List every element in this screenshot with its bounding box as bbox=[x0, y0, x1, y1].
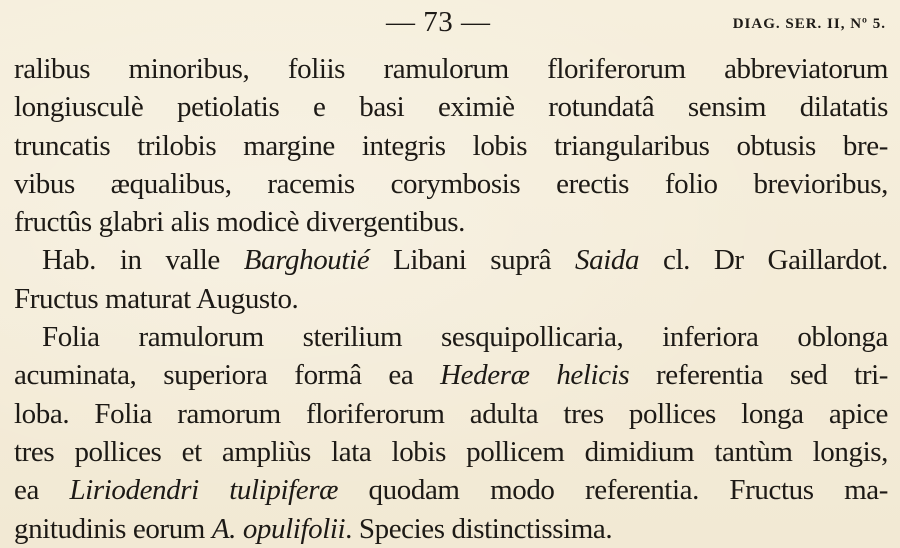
text-line: loba. Folia ramorum floriferorum adulta tres pollices longa apice bbox=[14, 397, 888, 430]
text-line: truncatis trilobis margine integris lobis triangularibus obtusis bre- bbox=[14, 129, 888, 162]
page-header bbox=[0, 6, 900, 46]
series-label: DIAG. SER. II, Nº 5. bbox=[732, 16, 886, 32]
text-line bbox=[14, 241, 888, 279]
text-line: Folia ramulorum sterilium sesquipollicaria, inferiora oblonga bbox=[42, 321, 888, 354]
text-line: tres pollices et ampliùs lata lobis pollicem dimidium tantùm longis, bbox=[14, 435, 888, 468]
text-run: quodam modo referentia. Fructus ma- bbox=[338, 474, 888, 507]
text-run: . Species distinctissima. bbox=[345, 512, 613, 545]
page-number: — 73 — bbox=[386, 6, 491, 38]
species-name-italic: Liriodendri tulipiferæ bbox=[69, 474, 339, 507]
text-line: fructûs glabri alis modicè divergentibus. bbox=[14, 206, 465, 239]
text-run: ea bbox=[14, 474, 70, 507]
text-run: acuminata, superiora formâ ea bbox=[14, 359, 441, 392]
paragraph-leaves bbox=[14, 318, 888, 548]
text-line bbox=[14, 471, 888, 509]
text-line: longiusculè petiolatis e basi eximiè rotundatâ sensim dilatatis bbox=[14, 91, 888, 124]
paragraph-description bbox=[14, 50, 888, 241]
text-line: ralibus minoribus, foliis ramulorum floriferorum abbreviatorum bbox=[14, 53, 888, 85]
text-line: Fructus maturat Augusto. bbox=[14, 282, 299, 315]
place-name-italic: Saida bbox=[575, 244, 640, 277]
body-text bbox=[14, 50, 888, 548]
text-line: vibus æqualibus, racemis corymbosis erectis folio brevioribus, bbox=[14, 167, 888, 200]
text-run: Hab. in valle bbox=[42, 244, 244, 277]
text-run: Libani suprâ bbox=[369, 244, 576, 277]
text-run: cl. Dr Gaillardot. bbox=[639, 244, 888, 277]
species-name-italic: A. opulifolii bbox=[211, 512, 346, 545]
place-name-italic: Barghoutié bbox=[243, 244, 370, 277]
paragraph-habitat bbox=[14, 241, 888, 318]
text-run: gnitudinis eorum bbox=[14, 512, 212, 545]
text-line bbox=[14, 356, 888, 394]
species-name-italic: Hederæ helicis bbox=[440, 359, 630, 392]
text-line bbox=[14, 510, 888, 548]
text-run: referentia sed tri- bbox=[629, 359, 888, 392]
